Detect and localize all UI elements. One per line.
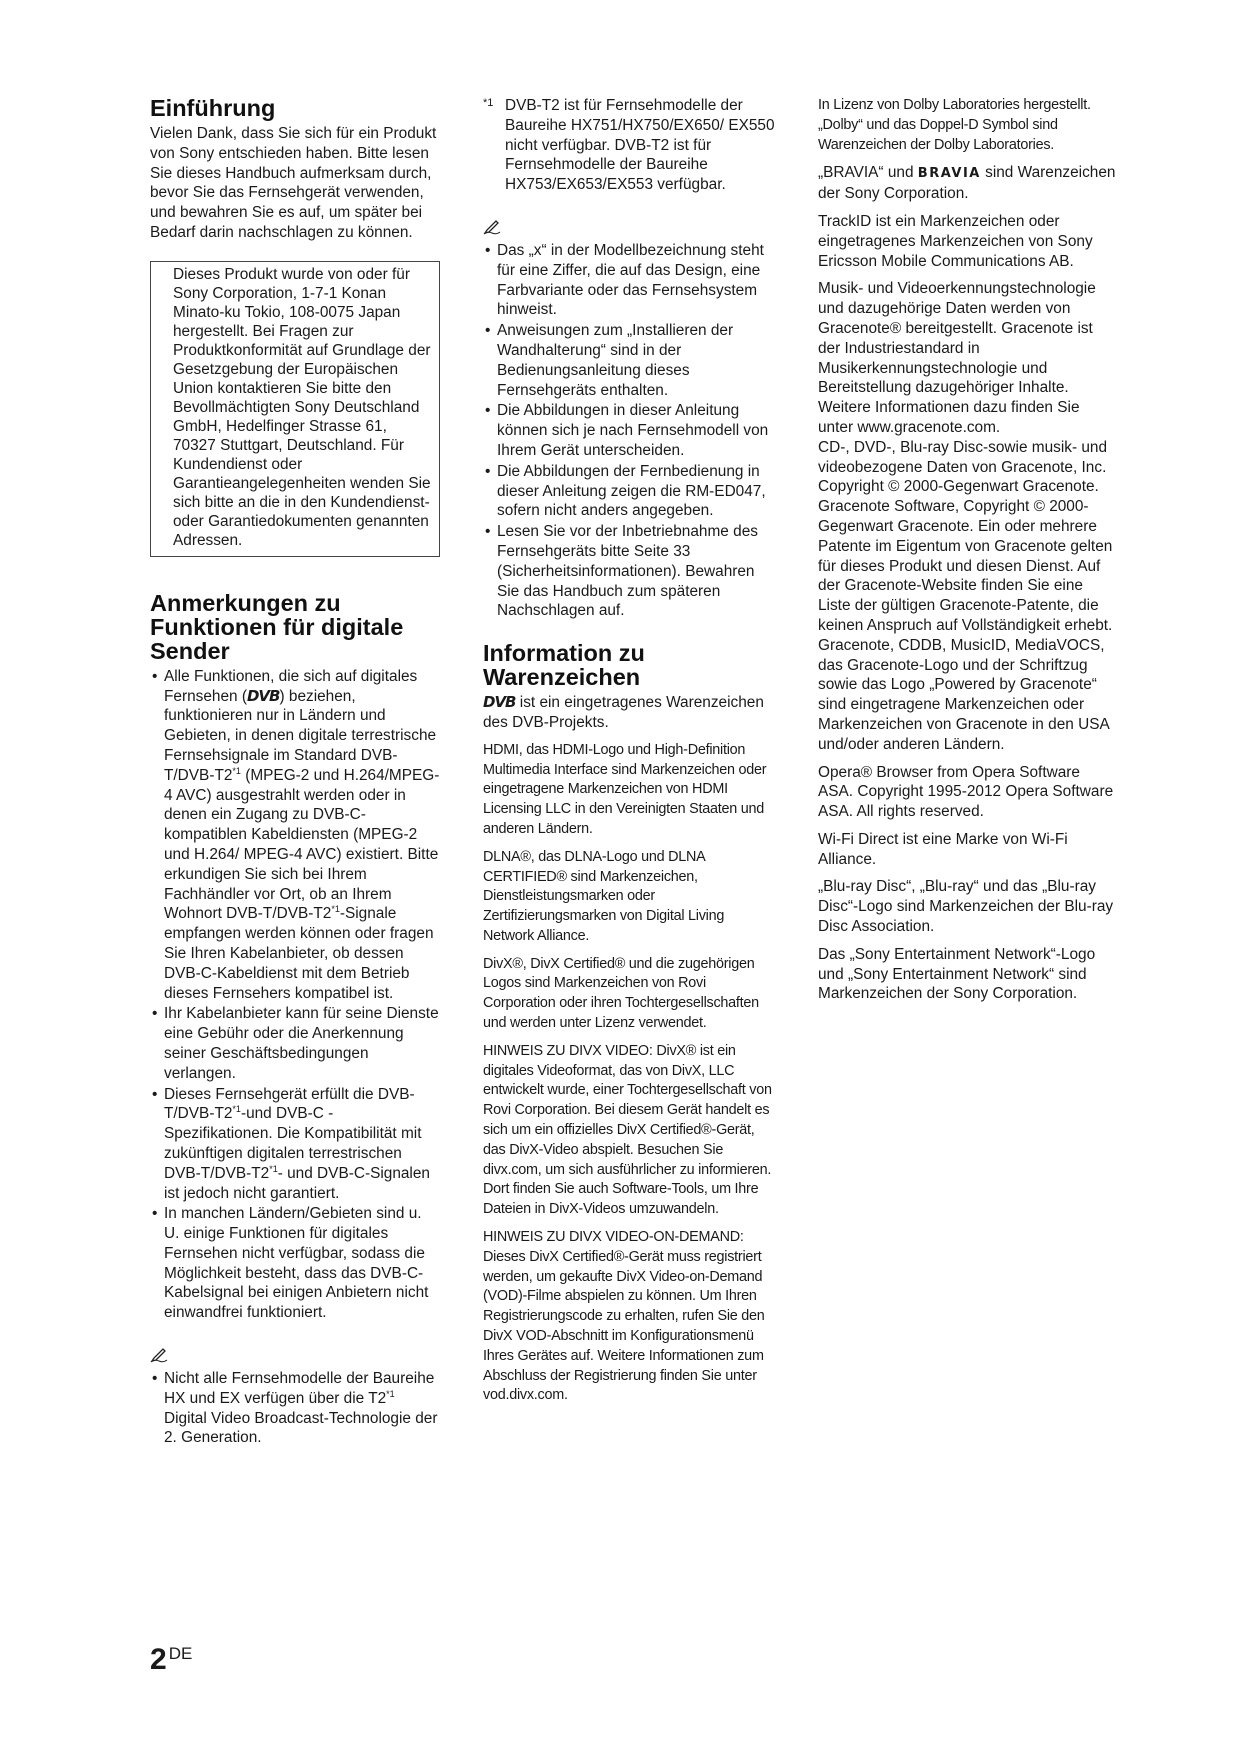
trademark-opera: Opera® Browser from Opera Software ASA. Copyright 1995-2012 Opera Software ASA. All rights reserved.	[818, 763, 1114, 821]
page-number	[150, 1643, 192, 1677]
trademark-divx-video: HINWEIS ZU DIVX VIDEO: DivX® ist ein digitales Videoformat, das von DivX, LLC entwickelt wurde, einer Tochtergesellschaft von Rovi Corporation. Bei diesem Gerät handelt es sich um ein offizielles DivX Certified®-Gerät, das DivX-Video abspielt. Besuchen Sie divx.com, um sich ausführlicher zu informieren. Dort finden Sie auch Software-Tools, um Ihre Dateien in DivX-Videos umzuwandeln.	[483, 1042, 772, 1218]
digital-bullet-list	[150, 667, 440, 1323]
trademark-gracenote: Musik- und Videoerkennungstechnologie und dazugehörige Daten werden von Gracenote® bereitgestellt. Gracenote ist der Industriestandard in Musikerkennungstechnologie und Bereitstellung dazugehöriger Inhalte. Weitere Informationen dazu finden Sie unter www.gracenote.com.	[818, 280, 1096, 436]
manufacturer-box	[150, 261, 440, 557]
trademark-trackid: TrackID ist ein Markenzeichen oder eingetragenes Markenzeichen von Sony Ericsson Mobile Communications AB.	[818, 212, 1093, 270]
note-pencil-icon	[150, 1347, 168, 1363]
trademark-bluray: „Blu-ray Disc“, „Blu-ray“ und das „Blu-ray Disc“-Logo sind Markenzeichen der Blu-ray Disc Association.	[818, 878, 1114, 936]
trademark-cd-data: CD-, DVD-, Blu-ray Disc-sowie musik- und videobezogene Daten von Gracenote, Inc. Copyright © 2000-Gegenwart Gracenote. Gracenote Software, Copyright © 2000-Gegenwart Gracenote. Ein oder mehrere Patente im Eigentum von Gracenote gelten für dieses Produkt und diesen Dienst. Auf der Gracenote-Website finden Sie eine Liste der gültigen Gracenote-Patente, die keinen Anspruch auf Vollständigkeit erhebt. Gracenote, CDDB, MusicID, MediaVOCS, das Gracenote-Logo und der Schriftzug sowie das Logo „Powered by Gracenote“ sind eingetragene Markenzeichen oder Markenzeichen von Gracenote in den USA und/oder anderen Ländern.	[818, 438, 1113, 753]
dvb-logo-icon: DVB	[483, 693, 516, 712]
page-number-value: 2	[150, 1643, 167, 1676]
note-item-2: • Anweisungen zum „Installieren der Wandhalterung“ sind in der Bedienungsanleitung dieses Fernsehgeräts enthalten.	[483, 321, 776, 400]
manufacturer-text: Dieses Produkt wurde von oder für Sony Corporation, 1-7-1 Konan Minato-ku Tokio, 108-0075 Japan hergestellt. Bei Fragen zur Produktkonformität auf Grundlage der Gesetzgebung der Europäischen Union kontaktieren Sie bitte den Bevollmächtigten Sony Deutschland GmbH, Hedelfinger Strasse 61, 70327 Stuttgart, Deutschland. Für Kundendienst oder Garantieangelegenheiten wenden Sie sich bitte an die in den Kundendienst- oder Garantiedokumenten genannten Adressen.	[173, 265, 431, 549]
trademark-wifi: Wi-Fi Direct ist eine Marke von Wi-Fi Alliance.	[818, 830, 1068, 868]
trademark-bravia: „BRAVIA“ und BRAVIA sind Warenzeichen der Sony Corporation.	[818, 164, 1116, 203]
trademark-dlna: DLNA®, das DLNA-Logo und DLNA CERTIFIED® sind Markenzeichen, Dienstleistungsmarken oder Zertifizierungsmarken von Digital Living Network Alliance.	[483, 848, 725, 944]
trademark-hdmi: HDMI, das HDMI-Logo und High-Definition Multimedia Interface sind Markenzeichen oder eingetragene Markenzeichen von HDMI Licensing LLC in den Vereinigten Staaten und anderen Ländern.	[483, 741, 767, 837]
trademark-dolby: In Lizenz von Dolby Laboratories hergestellt. „Dolby“ und das Doppel-D Symbol sind Warenzeichen der Dolby Laboratories.	[818, 97, 1091, 153]
note-item-1: • Das „x“ in der Modellbezeichnung steht für eine Ziffer, die auf das Design, eine Farbvariante oder das Fernsehsystem hinweist.	[483, 241, 776, 320]
notes-list	[483, 241, 776, 621]
digital-bullet-3: • Dieses Fernsehgerät erfüllt die DVB-T/DVB-T2$^{*1}$-und DVB-C -Spezifikationen. Die Kompatibilität mit zukünftigen digitalen terrestrischen DVB-T/DVB-T2$^{*1}$- und DVB-C-Signalen ist jedoch nicht garantiert.	[150, 1085, 440, 1204]
note-item-3: • Die Abbildungen in dieser Anleitung können sich je nach Fernsehmodell von Ihrem Gerät unterscheiden.	[483, 401, 776, 460]
digital-bullet-1: • Alle Funktionen, die sich auf digitales Fernsehen (DVB) beziehen, funktionieren nur in Ländern und Gebieten, in denen digitale terrestrische Fernsehsignale im Standard DVB-T/DVB-T2$^{*1}$ (MPEG-2 und H.264/MPEG-4 AVC) ausgestrahlt werden oder in denen ein Zugang zu DVB-C-kompatiblen Kabeldiensten (MPEG-2 und H.264/ MPEG-4 AVC) existiert. Bitte erkundigen Sie sich bei Ihrem Fachhändler vor Ort, ob an Ihrem Wohnort DVB-T/DVB-T2$^{*1}$-Signale empfangen werden können oder fragen Sie Ihren Kabelanbieter, ob dessen DVB-C-Kabeldienst mit dem Betrieb dieses Fernsehers kompatibel ist.	[150, 667, 440, 1004]
heading-einfuehrung: Einführung	[150, 95, 276, 121]
intro-text: Vielen Dank, dass Sie sich für ein Produkt von Sony entschieden haben. Bitte lesen Sie dieses Handbuch aufmerksam durch, bevor Sie das Fernsehgerät verwenden, und bewahren Sie es auf, um später bei Bedarf darin nachschlagen zu können.	[150, 125, 437, 241]
footnote-dvb-t2: *1 DVB-T2 ist für Fernsehmodelle der Baureihe HX751/HX750/EX650/ EX550 nicht verfügbar. DVB-T2 ist für Fernsehmodelle der Baureihe HX753/EX653/EX553 verfügbar.	[483, 97, 775, 194]
column-middle	[483, 96, 776, 1406]
trademark-divx: DivX®, DivX Certified® und die zugehörigen Logos sind Markenzeichen von Rovi Corporation oder ihren Tochtergesellschaften und werden unter Lizenz verwendet.	[483, 955, 759, 1032]
bravia-logo-icon: BRAVIA	[917, 166, 981, 182]
trademark-sen: Das „Sony Entertainment Network“-Logo und „Sony Entertainment Network“ sind Markenzeichen der Sony Corporation.	[818, 945, 1096, 1003]
note-item-5: • Lesen Sie vor der Inbetriebnahme des Fernsehgeräts bitte Seite 33 (Sicherheitsinformationen). Bewahren Sie das Handbuch zum späteren Nachschlagen auf.	[483, 522, 776, 621]
digital-bullet-4: • In manchen Ländern/Gebieten sind u. U. einige Funktionen für digitales Fernsehen nicht verfügbar, sodass die Möglichkeit besteht, dass das DVB-C-Kabelsignal bei einigen Anbietern nicht einwandfrei funktioniert.	[150, 1204, 440, 1323]
digital-bullet-2: • Ihr Kabelanbieter kann für seine Dienste eine Gebühr oder die Anerkennung seiner Geschäftsbedingungen verlangen.	[150, 1004, 440, 1083]
heading-trademarks: Information zu Warenzeichen	[483, 640, 645, 691]
dvb-logo-icon: DVB	[246, 686, 280, 705]
trademark-divx-vod: HINWEIS ZU DIVX VIDEO-ON-DEMAND: Dieses DivX Certified®-Gerät muss registriert werden, um gekaufte DivX Video-on-Demand (VOD)-Filme abspielen zu können. Um Ihren Registrierungscode zu erhalten, rufen Sie den DivX VOD-Abschnitt im Konfigurationsmenü Ihres Gerätes auf. Weitere Informationen zum Abschluss der Registrierung finden Sie unter vod.divx.com.	[483, 1229, 765, 1404]
digital-note-list	[150, 1369, 440, 1448]
note-pencil-icon	[483, 219, 501, 235]
trademark-dvb: DVB ist ein eingetragenes Warenzeichen des DVB-Projekts.	[483, 693, 764, 731]
page-language: DE	[168, 1644, 193, 1663]
heading-digital-notes: Anmerkungen zu Funktionen für digitale Sender	[150, 589, 404, 664]
column-left	[150, 96, 440, 1449]
column-right	[818, 96, 1118, 1004]
note-item-4: • Die Abbildungen der Fernbedienung in dieser Anleitung zeigen die RM-ED047, sofern nicht anders angegeben.	[483, 462, 776, 521]
digital-note-1: • Nicht alle Fernsehmodelle der Baureihe HX und EX verfügen über die T2$^{*1}$ Digital Video Broadcast-Technologie der 2. Generation.	[150, 1369, 440, 1448]
